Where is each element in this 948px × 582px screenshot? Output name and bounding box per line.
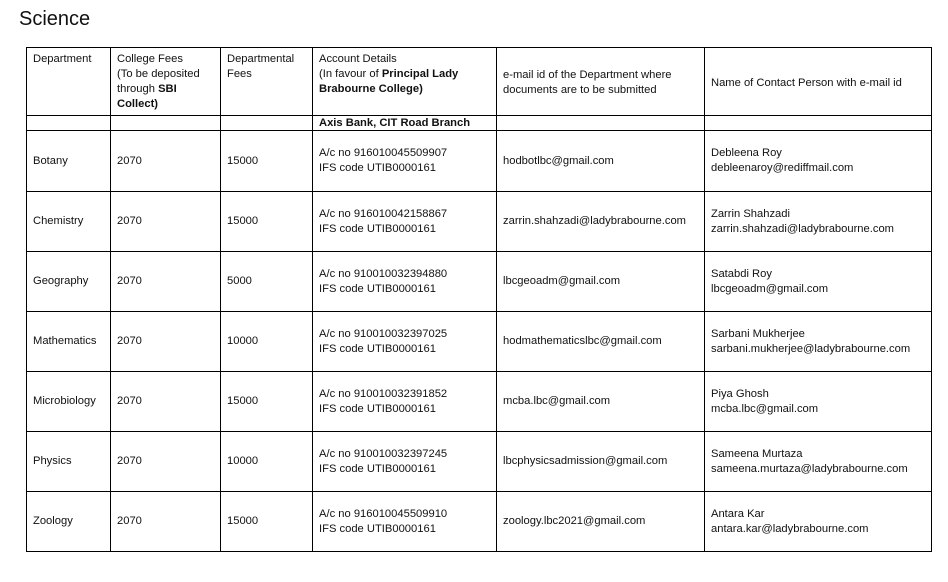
department-email-cell: hodmathematicslbc@gmail.com <box>497 312 705 372</box>
department-cell: Microbiology <box>27 372 111 432</box>
contact-cell: Zarrin Shahzadi zarrin.shahzadi@ladybrabourne.com <box>705 192 932 252</box>
department-email-cell: lbcgeoadm@gmail.com <box>497 252 705 312</box>
department-cell: Physics <box>27 432 111 492</box>
account-cell: A/c no 916010045509907 IFS code UTIB0000161 <box>313 131 497 192</box>
college-fees-cell: 2070 <box>111 432 221 492</box>
header-row <box>27 48 932 116</box>
college-fees-cell: 2070 <box>111 312 221 372</box>
table-row <box>27 131 932 192</box>
account-cell: A/c no 910010032394880 IFS code UTIB0000161 <box>313 252 497 312</box>
bank-row <box>27 116 932 131</box>
table-row <box>27 312 932 372</box>
contact-cell: Piya Ghosh mcba.lbc@gmail.com <box>705 372 932 432</box>
department-email-cell: zoology.lbc2021@gmail.com <box>497 492 705 552</box>
departmental-fees-cell: 10000 <box>221 312 313 372</box>
departmental-fees-cell: 15000 <box>221 131 313 192</box>
college-fees-cell: 2070 <box>111 492 221 552</box>
college-fees-cell: 2070 <box>111 192 221 252</box>
departmental-fees-cell: 15000 <box>221 372 313 432</box>
table-row <box>27 372 932 432</box>
departmental-fees-cell: 10000 <box>221 432 313 492</box>
header-college-fees: College Fees (To be deposited through SBI Collect) <box>111 48 221 116</box>
table-row <box>27 492 932 552</box>
table-row <box>27 192 932 252</box>
contact-cell: Sarbani Mukherjee sarbani.mukherjee@ladybrabourne.com <box>705 312 932 372</box>
account-cell: A/c no 910010032397245 IFS code UTIB0000161 <box>313 432 497 492</box>
college-fees-cell: 2070 <box>111 252 221 312</box>
college-fees-cell: 2070 <box>111 372 221 432</box>
header-departmental-fees: Departmental Fees <box>221 48 313 116</box>
department-cell: Zoology <box>27 492 111 552</box>
header-contact: Name of Contact Person with e-mail id <box>705 48 932 116</box>
contact-cell: Debleena Roy debleenaroy@rediffmail.com <box>705 131 932 192</box>
contact-cell: Sameena Murtaza sameena.murtaza@ladybrabourne.com <box>705 432 932 492</box>
departmental-fees-cell: 5000 <box>221 252 313 312</box>
departmental-fees-cell: 15000 <box>221 492 313 552</box>
account-cell: A/c no 916010045509910 IFS code UTIB0000161 <box>313 492 497 552</box>
header-account-details: Account Details (In favour of Principal Lady Brabourne College) <box>313 48 497 116</box>
departmental-fees-cell: 15000 <box>221 192 313 252</box>
account-cell: A/c no 916010042158867 IFS code UTIB0000161 <box>313 192 497 252</box>
department-email-cell: zarrin.shahzadi@ladybrabourne.com <box>497 192 705 252</box>
header-email: e-mail id of the Department where documents are to be submitted <box>497 48 705 116</box>
department-cell: Geography <box>27 252 111 312</box>
contact-cell: Satabdi Roy lbcgeoadm@gmail.com <box>705 252 932 312</box>
department-email-cell: hodbotlbc@gmail.com <box>497 131 705 192</box>
department-email-cell: lbcphysicsadmission@gmail.com <box>497 432 705 492</box>
department-cell: Botany <box>27 131 111 192</box>
table-row <box>27 432 932 492</box>
header-department: Department <box>27 48 111 116</box>
department-cell: Mathematics <box>27 312 111 372</box>
bank-name: Axis Bank, CIT Road Branch <box>313 116 497 131</box>
contact-cell: Antara Kar antara.kar@ladybrabourne.com <box>705 492 932 552</box>
college-fees-cell: 2070 <box>111 131 221 192</box>
account-cell: A/c no 910010032397025 IFS code UTIB0000161 <box>313 312 497 372</box>
page-title: Science <box>19 8 91 30</box>
fees-table <box>26 47 932 552</box>
department-cell: Chemistry <box>27 192 111 252</box>
account-cell: A/c no 910010032391852 IFS code UTIB0000161 <box>313 372 497 432</box>
department-email-cell: mcba.lbc@gmail.com <box>497 372 705 432</box>
table-row <box>27 252 932 312</box>
